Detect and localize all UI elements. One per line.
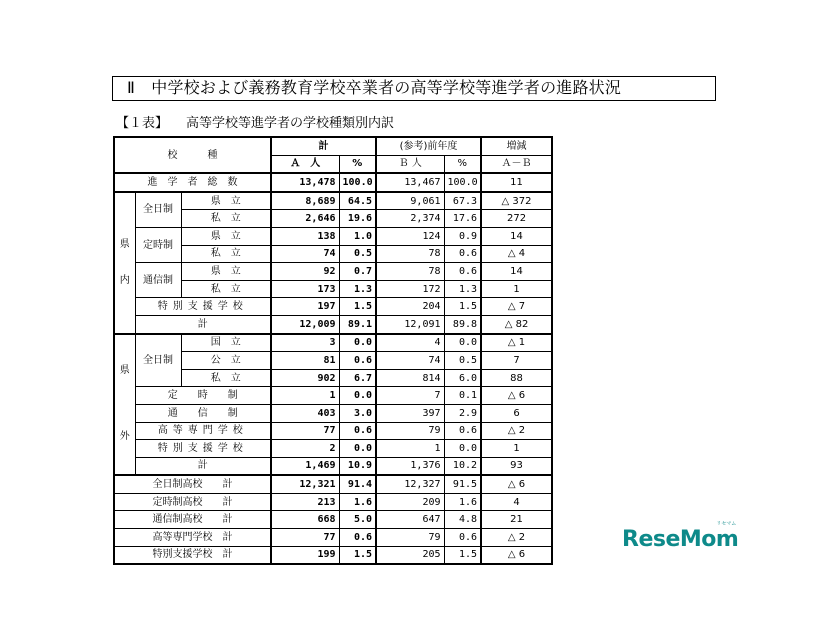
resemom-logo [622, 521, 739, 552]
cell-a-pct: 1.3 [339, 280, 376, 298]
cell-b-pct: 0.0 [444, 440, 481, 458]
cell-b-pct: 100.0 [444, 173, 481, 192]
cell-b-pct: 1.5 [444, 546, 481, 564]
table-row [114, 298, 552, 316]
cell-b: 205 [376, 546, 444, 564]
row-label: 県 立 [181, 192, 271, 210]
header-a-persons: Ａ 人 [271, 155, 339, 173]
cell-b-pct: 0.0 [444, 334, 481, 352]
row-label: 定 時 制 [135, 387, 271, 405]
table-row [114, 173, 552, 192]
cell-b-pct: 4.8 [444, 511, 481, 529]
cell-a-pct: 100.0 [339, 173, 376, 192]
cell-diff: △ 1 [481, 334, 552, 352]
group-label-out-prefecture [114, 334, 135, 476]
cell-b: 204 [376, 298, 444, 316]
group-label-in-prefecture [114, 192, 135, 334]
cell-diff: △ 4 [481, 245, 552, 263]
cell-b: 12,091 [376, 315, 444, 333]
cell-a: 74 [271, 245, 339, 263]
cell-b-pct: 0.6 [444, 529, 481, 547]
cell-a-pct: 19.6 [339, 210, 376, 228]
table-row [114, 493, 552, 511]
cell-b: 814 [376, 369, 444, 387]
cell-b-pct: 0.6 [444, 263, 481, 281]
cell-diff: 88 [481, 369, 552, 387]
cell-a-pct: 3.0 [339, 404, 376, 422]
cell-diff: △ 6 [481, 387, 552, 405]
cell-b: 1,376 [376, 457, 444, 475]
cell-a: 1 [271, 387, 339, 405]
cell-diff: 6 [481, 404, 552, 422]
cell-diff: △ 82 [481, 315, 552, 333]
cell-a-pct: 89.1 [339, 315, 376, 333]
cell-diff: 11 [481, 173, 552, 192]
cell-b-pct: 0.6 [444, 245, 481, 263]
logo-kana: リセマム [716, 521, 737, 527]
cell-b-pct: 17.6 [444, 210, 481, 228]
cell-b: 12,327 [376, 475, 444, 493]
row-label: 私 立 [181, 245, 271, 263]
header-total: 計 [271, 137, 376, 155]
cell-b-pct: 2.9 [444, 404, 481, 422]
row-label: 県 立 [181, 227, 271, 245]
header-change: 増減 [481, 137, 552, 155]
cell-a: 81 [271, 352, 339, 370]
cell-b: 2,374 [376, 210, 444, 228]
cell-b: 1 [376, 440, 444, 458]
row-label: 特別支援学校 計 [114, 546, 271, 564]
cell-diff: △ 7 [481, 298, 552, 316]
cell-a: 668 [271, 511, 339, 529]
header-b-percent: % [444, 155, 481, 173]
cell-a: 2,646 [271, 210, 339, 228]
row-label: 通 信 制 [135, 404, 271, 422]
cell-a: 13,478 [271, 173, 339, 192]
cell-a: 403 [271, 404, 339, 422]
cell-b: 78 [376, 263, 444, 281]
cell-a: 8,689 [271, 192, 339, 210]
cell-b: 397 [376, 404, 444, 422]
cell-b: 124 [376, 227, 444, 245]
cell-b-pct: 0.5 [444, 352, 481, 370]
cell-b-pct: 0.1 [444, 387, 481, 405]
header-a-minus-b: Ａ－Ｂ [481, 155, 552, 173]
subgroup-label: 定時制 [135, 227, 181, 262]
table-row [114, 511, 552, 529]
row-label: 公 立 [181, 352, 271, 370]
enrollment-table [113, 136, 553, 565]
cell-diff: 21 [481, 511, 552, 529]
cell-a-pct: 1.5 [339, 546, 376, 564]
row-label: 特別支援学校 [135, 440, 271, 458]
cell-diff: △ 6 [481, 546, 552, 564]
cell-a: 77 [271, 422, 339, 440]
row-label: 進 学 者 総 数 [114, 173, 271, 192]
row-label: 計 [135, 457, 271, 475]
cell-a-pct: 0.6 [339, 352, 376, 370]
cell-b-pct: 67.3 [444, 192, 481, 210]
row-label: 計 [135, 315, 271, 333]
row-label: 県 立 [181, 263, 271, 281]
cell-a: 12,321 [271, 475, 339, 493]
cell-b-pct: 1.6 [444, 493, 481, 511]
cell-b-pct: 10.2 [444, 457, 481, 475]
cell-diff: △ 2 [481, 529, 552, 547]
cell-diff: 14 [481, 263, 552, 281]
cell-b: 74 [376, 352, 444, 370]
cell-b-pct: 6.0 [444, 369, 481, 387]
cell-b-pct: 0.6 [444, 422, 481, 440]
table-header-row [114, 137, 552, 155]
cell-b: 9,061 [376, 192, 444, 210]
cell-a: 199 [271, 546, 339, 564]
cell-b: 209 [376, 493, 444, 511]
cell-diff: 93 [481, 457, 552, 475]
group-char: 県 [119, 238, 130, 250]
table-row [114, 387, 552, 405]
table-row [114, 457, 552, 475]
table-row [114, 404, 552, 422]
table-row [114, 263, 552, 281]
cell-diff: △ 6 [481, 475, 552, 493]
cell-b-pct: 1.3 [444, 280, 481, 298]
cell-b-pct: 91.5 [444, 475, 481, 493]
cell-b: 78 [376, 245, 444, 263]
cell-b: 79 [376, 529, 444, 547]
row-label: 私 立 [181, 210, 271, 228]
table-row [114, 546, 552, 564]
cell-a-pct: 1.5 [339, 298, 376, 316]
cell-diff: △ 372 [481, 192, 552, 210]
table-row [114, 440, 552, 458]
cell-a: 77 [271, 529, 339, 547]
cell-a: 92 [271, 263, 339, 281]
cell-a-pct: 0.0 [339, 387, 376, 405]
row-label: 私 立 [181, 369, 271, 387]
cell-b: 79 [376, 422, 444, 440]
header-category: 校 種 [114, 137, 271, 173]
row-label: 特別支援学校 [135, 298, 271, 316]
row-label: 国 立 [181, 334, 271, 352]
table-row [114, 475, 552, 493]
cell-a: 138 [271, 227, 339, 245]
cell-b-pct: 89.8 [444, 315, 481, 333]
table-row [114, 422, 552, 440]
cell-diff: 1 [481, 440, 552, 458]
subgroup-label: 全日制 [135, 334, 181, 387]
row-label: 定時制高校 計 [114, 493, 271, 511]
header-b-persons: Ｂ 人 [376, 155, 444, 173]
subgroup-label: 通信制 [135, 263, 181, 298]
group-char: 外 [119, 431, 130, 443]
cell-a-pct: 6.7 [339, 369, 376, 387]
cell-a: 213 [271, 493, 339, 511]
cell-b-pct: 0.9 [444, 227, 481, 245]
row-label: 私 立 [181, 280, 271, 298]
cell-b: 172 [376, 280, 444, 298]
cell-a: 197 [271, 298, 339, 316]
cell-a-pct: 1.0 [339, 227, 376, 245]
row-label: 通信制高校 計 [114, 511, 271, 529]
cell-diff: 4 [481, 493, 552, 511]
row-label: 高等専門学校 [135, 422, 271, 440]
header-a-percent: % [339, 155, 376, 173]
cell-a: 1,469 [271, 457, 339, 475]
table-number: 【１表】 [116, 116, 169, 131]
table-caption-text: 高等学校等進学者の学校種類別内訳 [186, 116, 395, 131]
cell-a: 902 [271, 369, 339, 387]
page-title: Ⅱ 中学校および義務教育学校卒業者の高等学校等進学者の進路状況 [112, 76, 716, 101]
cell-a-pct: 91.4 [339, 475, 376, 493]
cell-diff: 7 [481, 352, 552, 370]
group-char: 内 [119, 274, 130, 286]
row-label: 全日制高校 計 [114, 475, 271, 493]
cell-b: 13,467 [376, 173, 444, 192]
cell-a-pct: 0.6 [339, 529, 376, 547]
cell-a-pct: 5.0 [339, 511, 376, 529]
cell-diff: 272 [481, 210, 552, 228]
cell-b: 7 [376, 387, 444, 405]
cell-a-pct: 64.5 [339, 192, 376, 210]
table-row [114, 334, 552, 352]
cell-a-pct: 0.0 [339, 440, 376, 458]
cell-diff: 1 [481, 280, 552, 298]
table-caption [116, 112, 394, 131]
subgroup-label: 全日制 [135, 192, 181, 228]
cell-b-pct: 1.5 [444, 298, 481, 316]
cell-a: 12,009 [271, 315, 339, 333]
cell-a-pct: 0.7 [339, 263, 376, 281]
row-label: 高等専門学校 計 [114, 529, 271, 547]
cell-a: 173 [271, 280, 339, 298]
cell-diff: 14 [481, 227, 552, 245]
group-char: 県 [119, 365, 130, 377]
cell-a: 2 [271, 440, 339, 458]
table-row [114, 192, 552, 210]
table-row [114, 529, 552, 547]
table-row [114, 227, 552, 245]
cell-a-pct: 10.9 [339, 457, 376, 475]
cell-a-pct: 0.5 [339, 245, 376, 263]
cell-b: 647 [376, 511, 444, 529]
cell-a: 3 [271, 334, 339, 352]
logo-text: ReseMom [622, 527, 739, 552]
header-previous-year: (参考)前年度 [376, 137, 481, 155]
cell-diff: △ 2 [481, 422, 552, 440]
cell-a-pct: 0.0 [339, 334, 376, 352]
table-row [114, 315, 552, 333]
cell-a-pct: 1.6 [339, 493, 376, 511]
cell-a-pct: 0.6 [339, 422, 376, 440]
cell-b: 4 [376, 334, 444, 352]
